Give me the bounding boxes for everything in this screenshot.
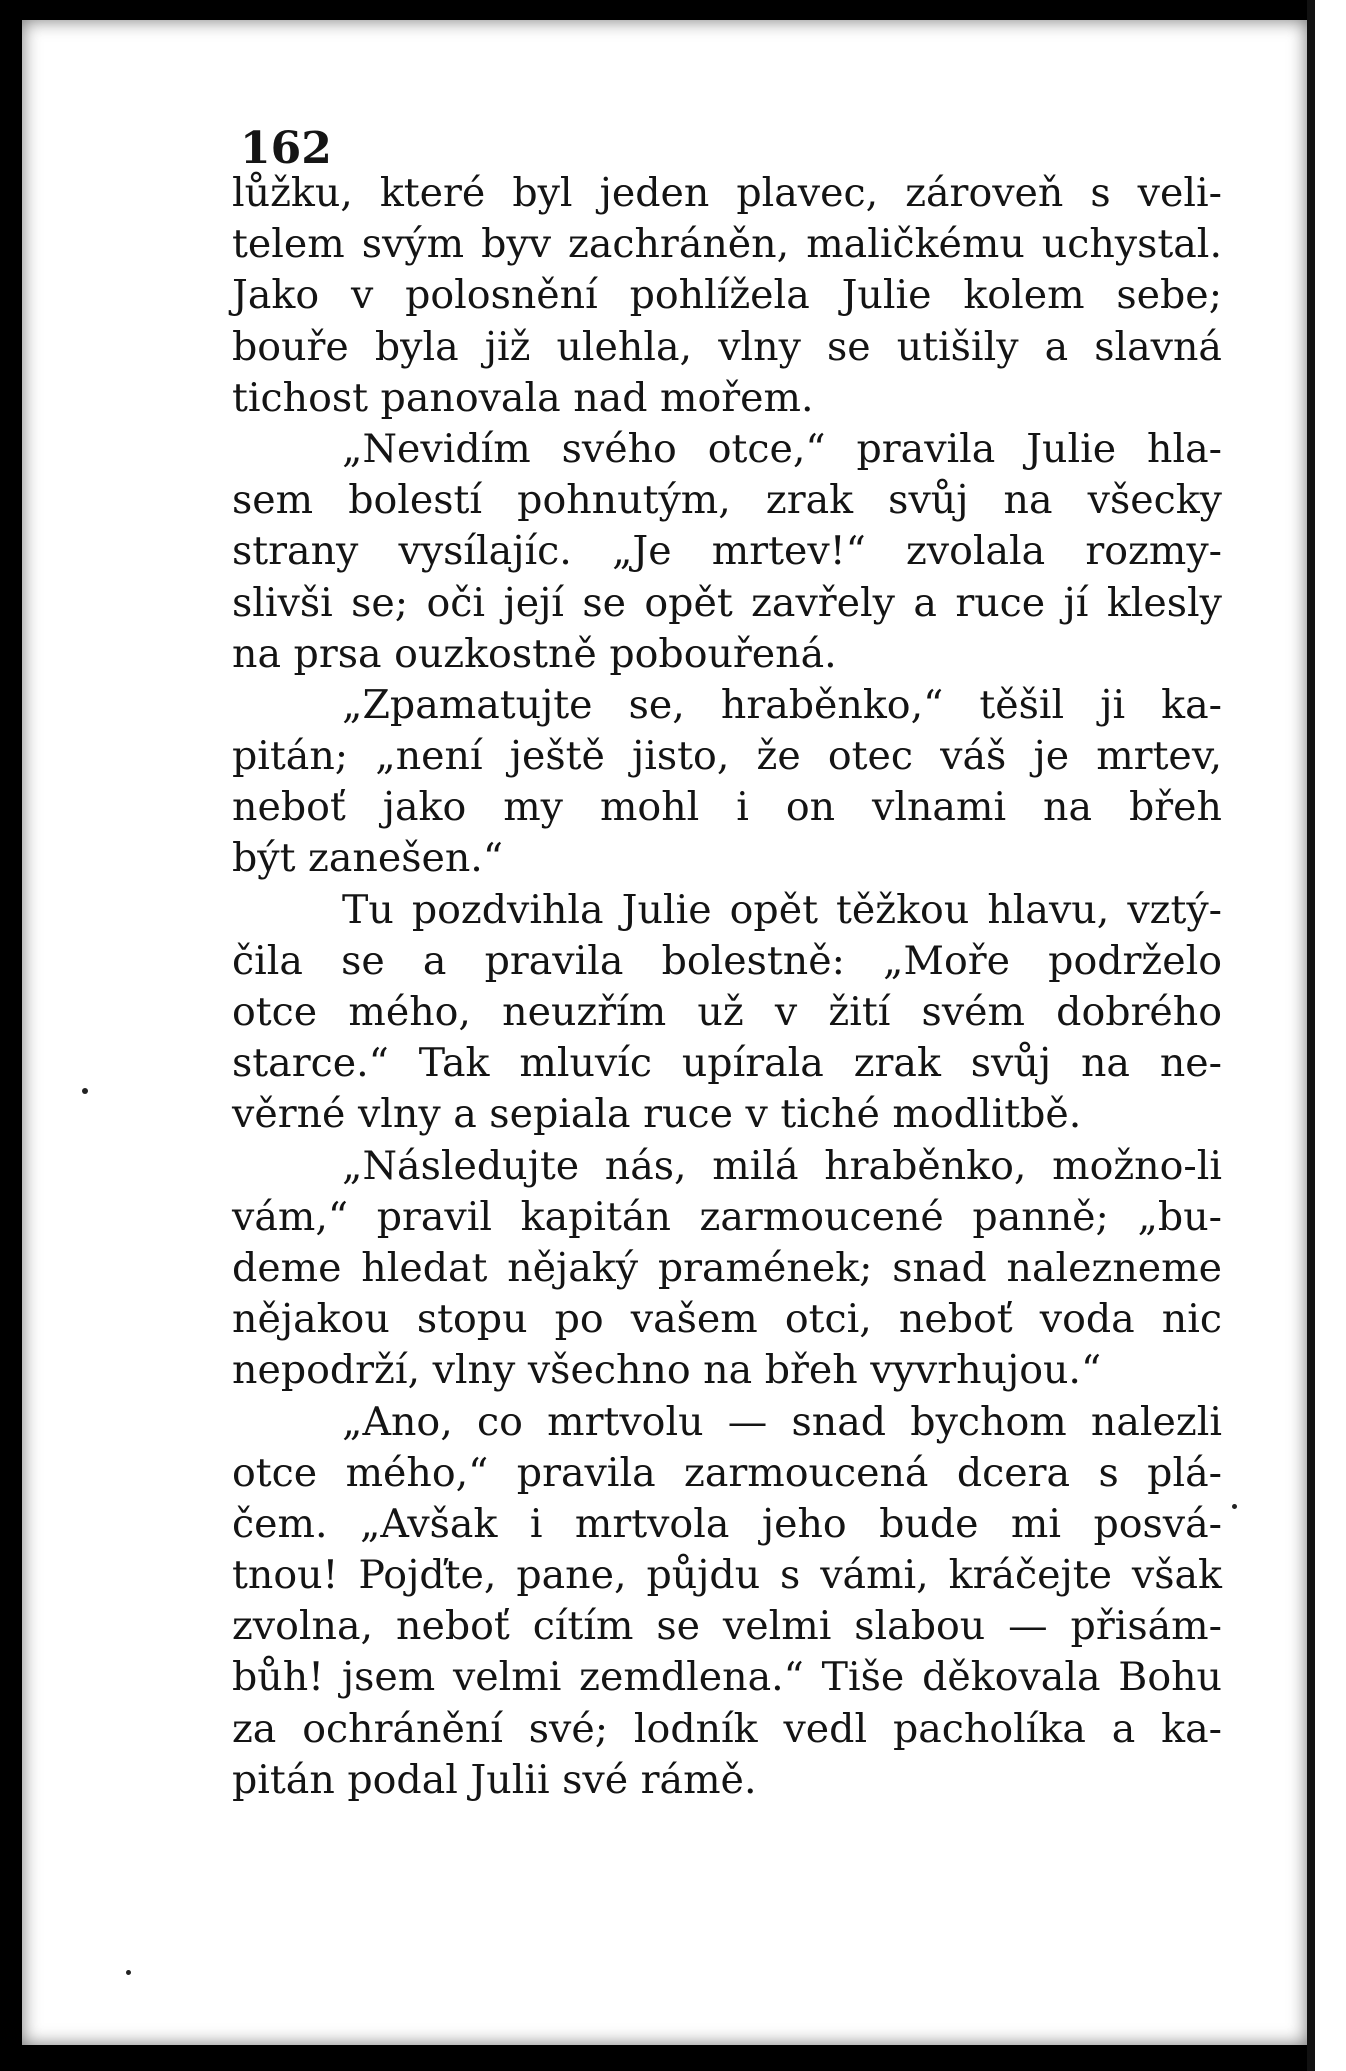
text-line: pitán podal Julii své rámě. bbox=[232, 1756, 757, 1803]
text-line: „Zpamatujte se, hraběnko,“ těšil ji ka- bbox=[342, 681, 1222, 728]
page-edge-shadow bbox=[1307, 0, 1315, 2071]
text-line: Jako v polosnění pohlížela Julie kolem sebe; bbox=[232, 272, 1222, 319]
text-line: otce mého,“ pravila zarmoucená dcera s plá- bbox=[232, 1449, 1222, 1496]
text-line: tichost panovala nad mořem. bbox=[232, 374, 814, 421]
text-line: sem bolestí pohnutým, zrak svůj na všecky bbox=[232, 477, 1222, 524]
text-line: bouře byla již ulehla, vlny se utišily a slavná bbox=[232, 323, 1222, 370]
text-line: nepodrží, vlny všechno na břeh vyvrhujou.“ bbox=[232, 1347, 1102, 1394]
text-line: za ochránění své; lodník vedl pacholíka a ka- bbox=[232, 1705, 1222, 1752]
text-line: strany vysílajíc. „Je mrtev!“ zvolala rozmy- bbox=[232, 528, 1222, 575]
text-line: telem svým byv zachráněn, maličkému uchystal. bbox=[232, 221, 1222, 268]
text-line: otce mého, neuzřím už v žití svém dobrého bbox=[232, 989, 1222, 1035]
text-line: Tu pozdvihla Julie opět těžkou hlavu, vztý- bbox=[342, 886, 1222, 933]
text-line: „Nevidím svého otce,“ pravila Julie hla- bbox=[342, 425, 1222, 472]
text-line: vám,“ pravil kapitán zarmoucené panně; „bu- bbox=[232, 1193, 1222, 1240]
text-line: neboť jako my mohl i on vlnami na břeh bbox=[232, 784, 1222, 831]
text-line: na prsa ouzkostně pobouřená. bbox=[232, 630, 837, 677]
text-line: zvolna, neboť cítím se velmi slabou — přisám- bbox=[232, 1603, 1222, 1650]
text-line: lůžku, které byl jeden plavec, zároveň s veli- bbox=[232, 170, 1222, 216]
text-line: „Ano, co mrtvolu — snad bychom nalezli bbox=[342, 1398, 1222, 1445]
print-speck bbox=[82, 1088, 88, 1094]
text-line: „Následujte nás, milá hraběnko, možno-li bbox=[342, 1142, 1222, 1189]
print-speck bbox=[1232, 1504, 1237, 1509]
text-line: věrné vlny a sepiala ruce v tiché modlitbě. bbox=[232, 1091, 1082, 1138]
text-line: deme hledat nějaký pramének; snad nalezneme bbox=[232, 1244, 1222, 1291]
text-line: čila se a pravila bolestně: „Moře podrželo bbox=[232, 937, 1222, 984]
text-line: být zanešen.“ bbox=[232, 835, 504, 882]
text-line: starce.“ Tak mluvíc upírala zrak svůj na ne- bbox=[232, 1040, 1222, 1087]
right-page-edge bbox=[1307, 0, 1346, 2071]
text-line: pitán; „není ještě jisto, že otec váš je mrtev, bbox=[232, 733, 1222, 780]
text-line: slivši se; oči její se opět zavřely a ruce jí klesly bbox=[232, 579, 1222, 626]
print-speck bbox=[126, 1970, 131, 1975]
body-text bbox=[232, 168, 1222, 1806]
text-line: tnou! Pojďte, pane, půjdu s vámi, kráčejte však bbox=[232, 1552, 1222, 1599]
page-number: 162 bbox=[240, 123, 332, 174]
text-line: bůh! jsem velmi zemdlena.“ Tiše děkovala Bohu bbox=[232, 1654, 1222, 1701]
text-line: nějakou stopu po vašem otci, neboť voda nic bbox=[232, 1296, 1222, 1343]
text-line: čem. „Avšak i mrtvola jeho bude mi posvá- bbox=[232, 1500, 1222, 1547]
